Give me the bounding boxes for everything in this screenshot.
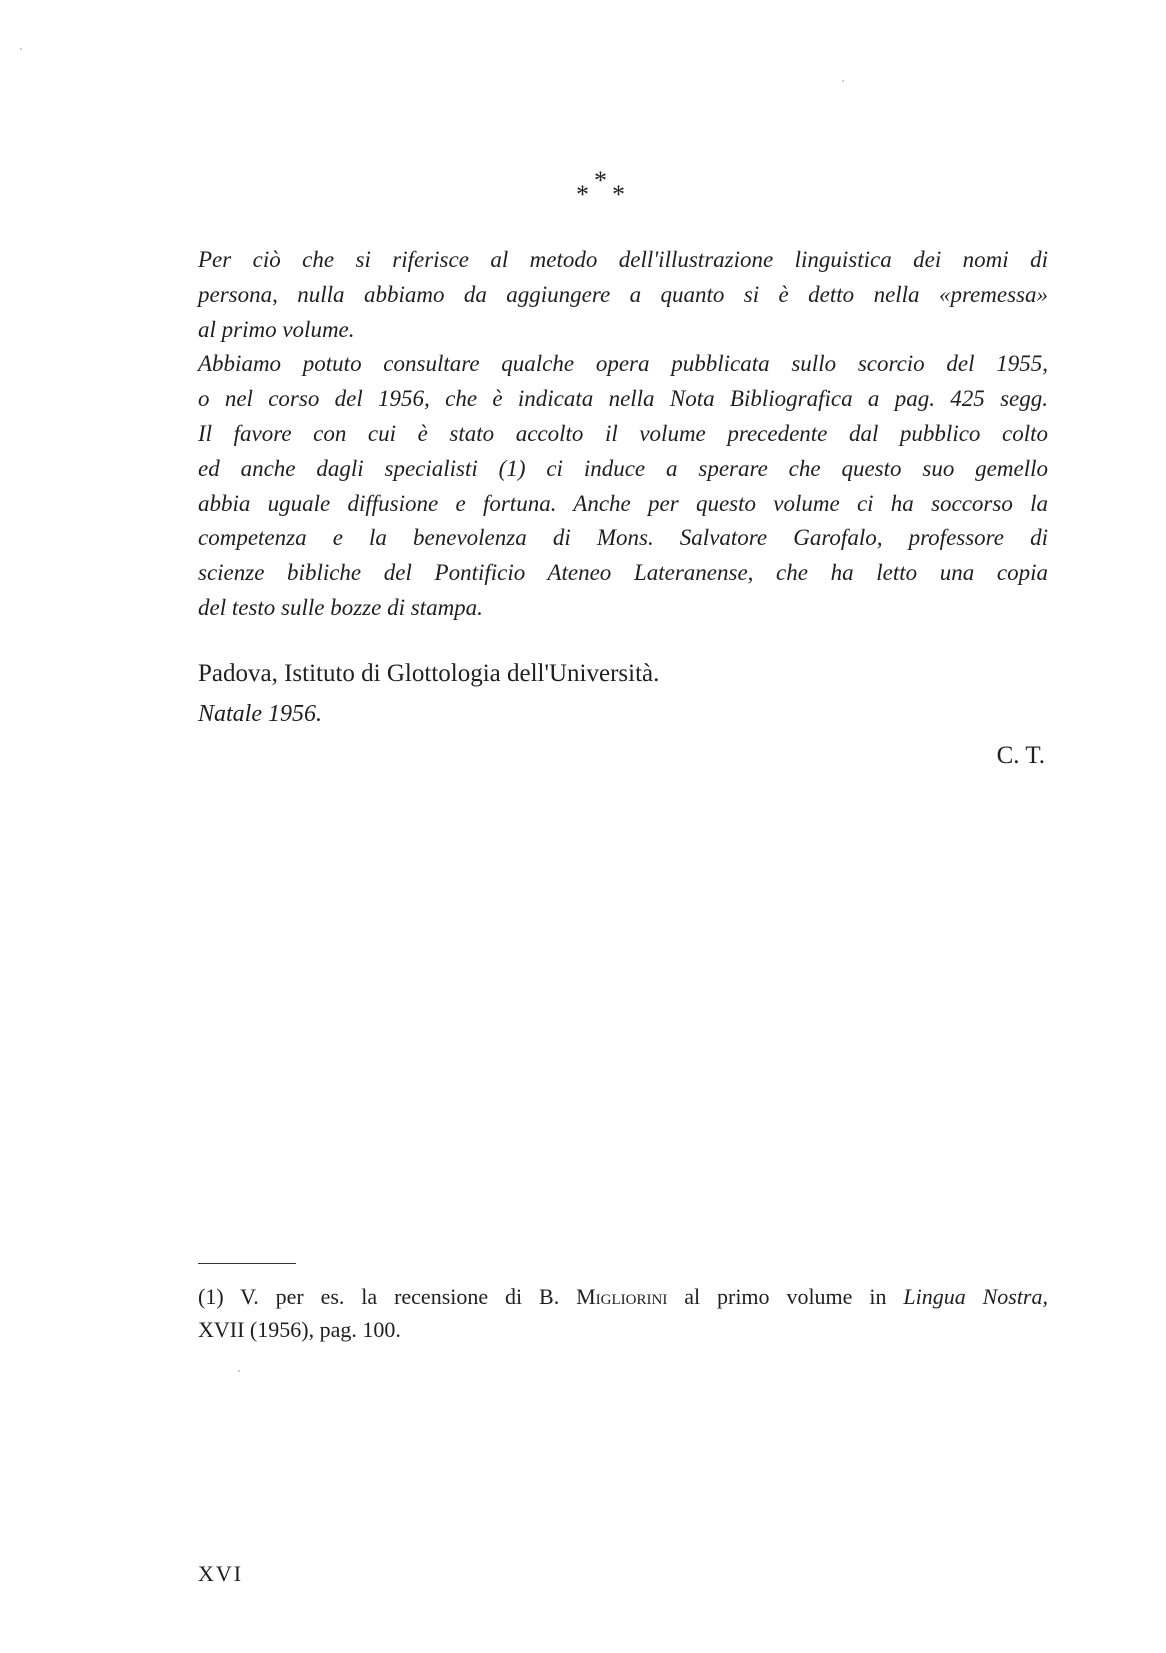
body-line: scienze bibliche del Pontificio Ateneo Lateranense, che ha letto una copia <box>198 560 1048 586</box>
footnote <box>198 1280 1048 1346</box>
body-line: Abbiamo potuto consultare qualche opera pubblicata sullo scorcio del 1955, <box>198 351 1048 377</box>
paper-speck <box>238 1370 240 1372</box>
paper-speck <box>20 48 22 50</box>
asterism-star: * <box>612 180 625 209</box>
asterism-star: * <box>576 180 589 209</box>
footnote-line: XVII (1956), pag. 100. <box>198 1317 401 1342</box>
body-line: ed anche dagli specialisti (1) ci induce a sperare che questo suo gemello <box>198 455 1048 481</box>
body-line: al primo volume. <box>198 316 355 342</box>
body-line: Il favore con cui è stato accolto il volume precedente dal pubblico colto <box>198 420 1048 446</box>
footnote-text: al primo volume in <box>667 1284 904 1309</box>
body-line: abbia uguale diffusione e fortuna. Anche per questo volume ci ha soccorso la <box>198 490 1048 516</box>
date-signature: Natale 1956. <box>198 701 322 727</box>
footnote-divider <box>198 1263 296 1264</box>
footnote-line <box>198 1280 1048 1313</box>
paper-speck <box>842 80 844 82</box>
asterism-star: * <box>594 166 607 195</box>
body-line: persona, nulla abbiamo da aggiungere a quanto si è detto nella «premessa» <box>198 281 1048 307</box>
author-initials: C. T. <box>996 742 1045 769</box>
footnote-author: Migliorini <box>576 1284 668 1309</box>
body-line: competenza e la benevolenza di Mons. Salvatore Garofalo, professore di <box>198 525 1048 551</box>
body-line: Per ciò che si riferisce al metodo dell'illustrazione linguistica dei nomi di <box>198 247 1048 272</box>
footnote-journal: Lingua Nostra, <box>903 1284 1048 1309</box>
asterism-divider <box>560 168 660 218</box>
place-signature: Padova, Istituto di Glottologia dell'Università. <box>198 660 660 687</box>
footnote-text: (1) V. per es. la recensione di B. <box>198 1284 577 1309</box>
page-number: XVI <box>198 1561 244 1586</box>
body-line: del testo sulle bozze di stampa. <box>198 594 483 620</box>
body-line: o nel corso del 1956, che è indicata nella Nota Bibliografica a pag. 425 segg. <box>198 386 1048 412</box>
preface-body <box>198 243 1048 626</box>
